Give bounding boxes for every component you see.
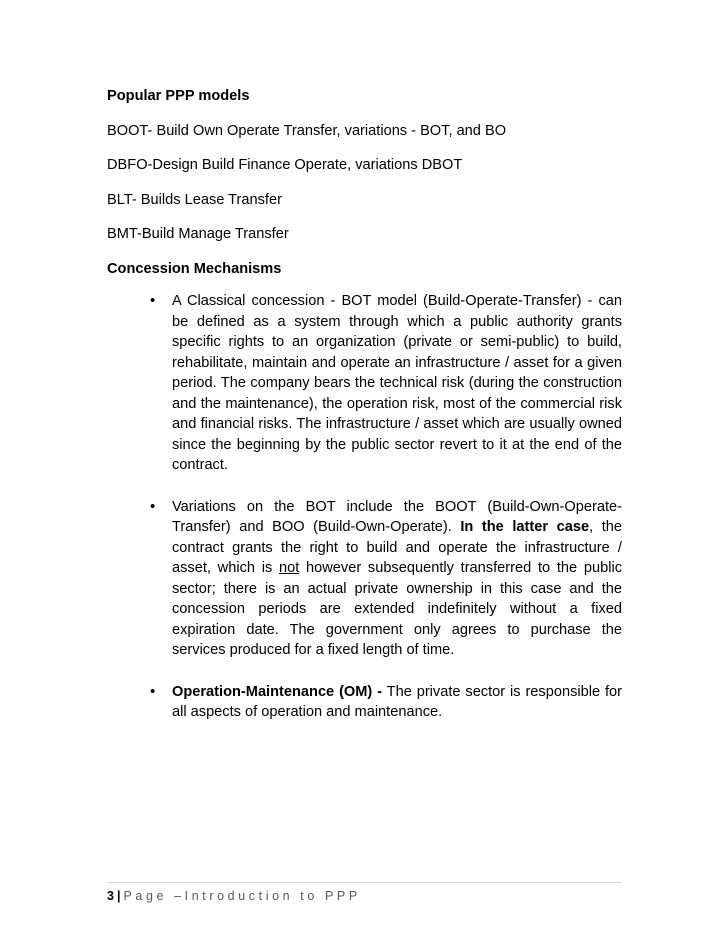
list-item [107, 497, 622, 661]
line-dbfo: DBFO-Design Build Finance Operate, variations DBOT [107, 157, 463, 173]
heading-concession-mechanisms: Concession Mechanisms [107, 260, 282, 277]
bullet-icon: • [150, 497, 156, 515]
list-item [107, 682, 622, 723]
page-footer [107, 882, 622, 904]
line-blt: BLT- Builds Lease Transfer [107, 191, 282, 208]
line-boot: BOOT- Build Own Operate Transfer, variations - BOT, and BO [107, 122, 507, 139]
heading-popular-ppp-models: Popular PPP models [107, 88, 250, 104]
bullet-text-part: The private sector is responsible for all aspects of operation and maintenance. [172, 683, 622, 720]
bullet-text-part: Variations on the BOT include the BOOT (Build-Own-Operate-Transfer) and BOO (Build-Own-Operate). [172, 498, 622, 535]
bold-phrase: In the latter case [460, 519, 590, 535]
bullet-icon: • [150, 292, 156, 309]
list-item [107, 291, 622, 476]
document-body [107, 86, 622, 744]
bullet-text-part: however subsequently transferred to the public sector; there is an actual private ownership in this case and the concession periods are extended indefinitely without a fixed expiration date. The government only agrees to purchase the services produced for a fixed length of time. [172, 560, 622, 658]
underlined-word: not [278, 560, 300, 576]
footer-separator: | [116, 889, 121, 903]
concession-bullet-list [107, 291, 622, 723]
bullet-text-part: , the contract grants the right to build and operate the infrastructure / asset, which is [172, 519, 622, 576]
line-bmt: BMT-Build Manage Transfer [107, 226, 289, 242]
bullet-text-classical-concession: A Classical concession - BOT model (Build-Operate-Transfer) - can be defined as a system through which a public authority grants specific rights to an organization (private or semi-public) to build, rehabilitate, maintain and operate an infrastructure / asset for a given period. The company bears the technical risk (during the construction and the maintenance), the operation risk, most of the commercial risk and financial risks. The infrastructure / asset which are usually owned since the beginning by the public sector revert to it at the end of the contract. [172, 293, 622, 473]
bullet-text-bot-variations [172, 497, 622, 661]
bullet-icon: • [150, 682, 156, 700]
page-number: 3 [107, 889, 114, 903]
bold-lead: Operation-Maintenance (OM) - [172, 683, 383, 700]
footer-label: Page –Introduction to PPP [123, 889, 361, 903]
bullet-text-operation-maintenance [172, 682, 622, 723]
